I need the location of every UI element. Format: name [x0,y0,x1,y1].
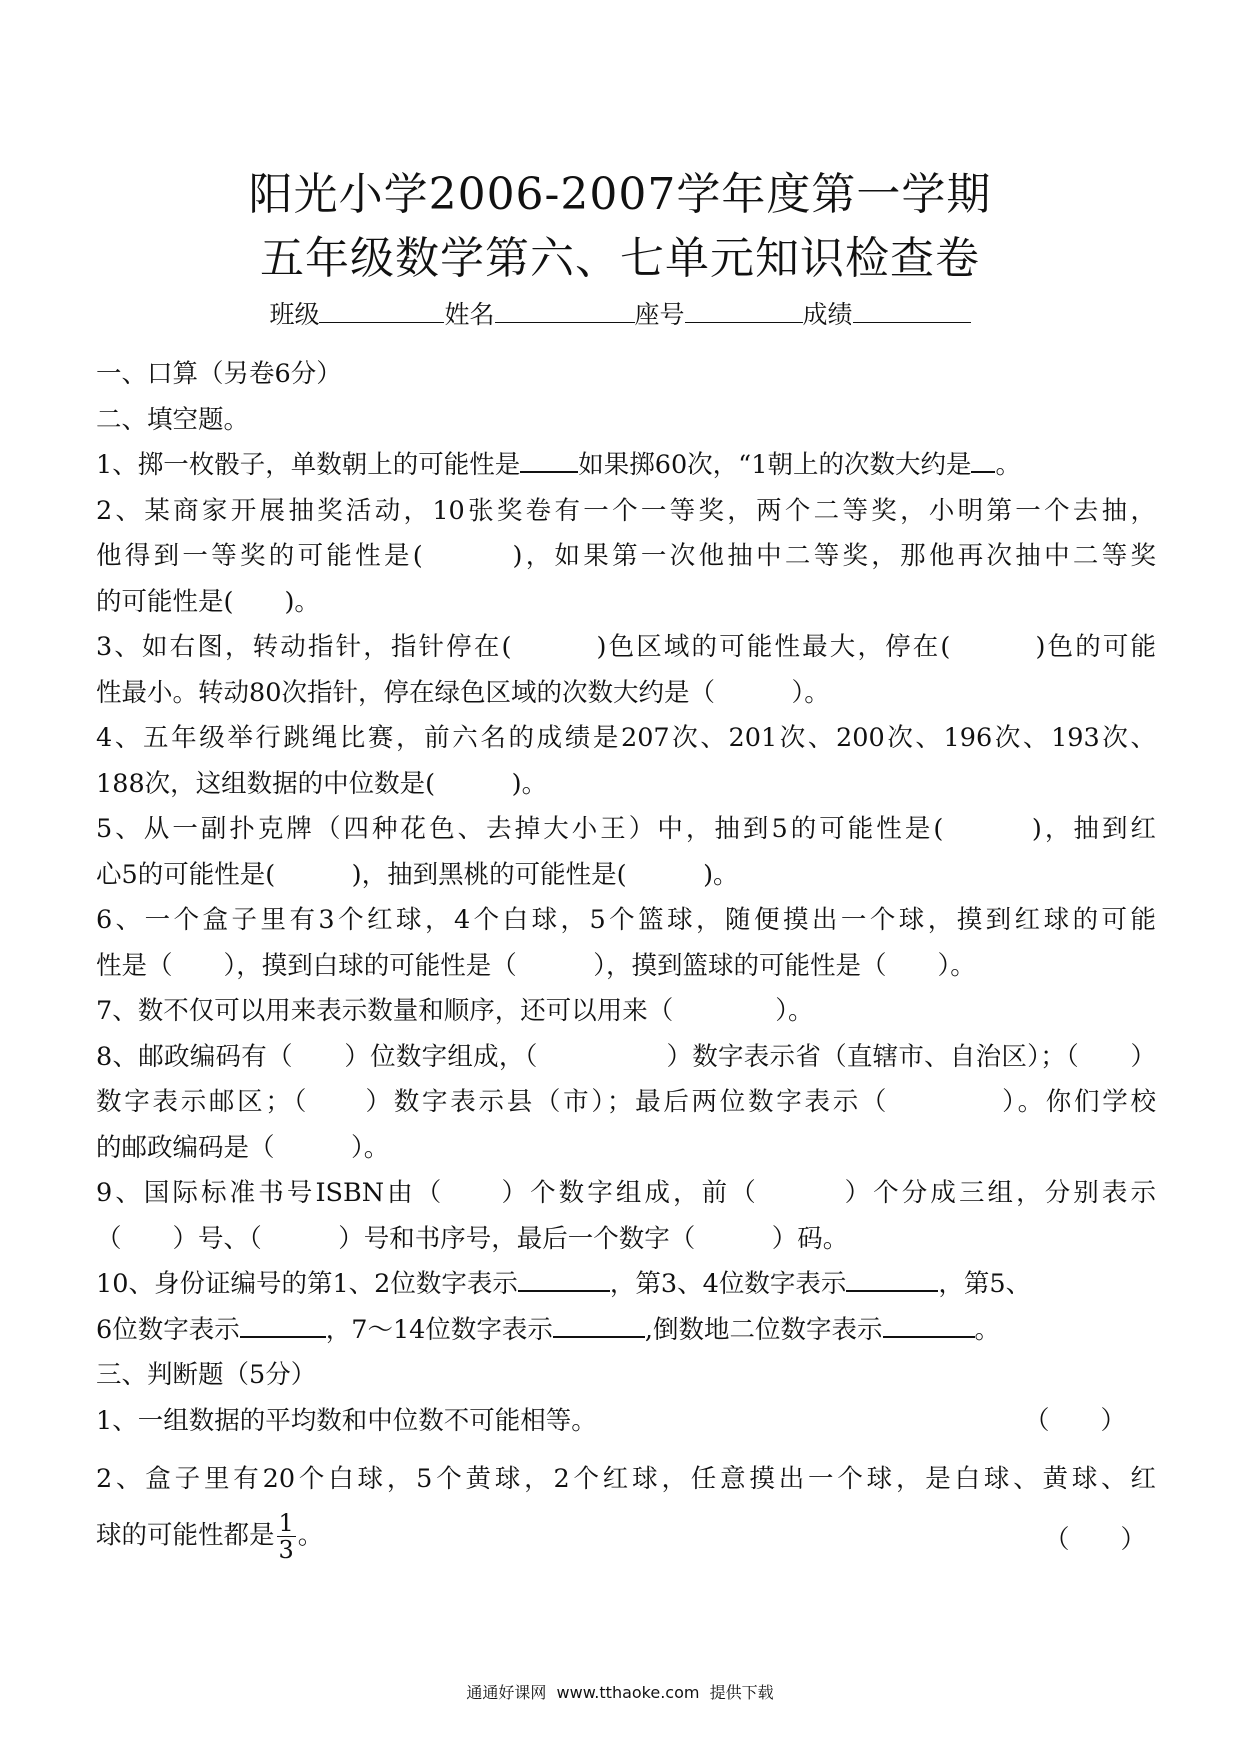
title-line-1: 阳光小学2006-2007学年度第一学期 [248,169,992,220]
fill-question-8-line-1: 8、邮政编码有（ ）位数字组成，（ ）数字表示省（直辖市、自治区）；（ ） [96,1041,1156,1072]
section-judge: 三、判断题（5分） [96,1360,317,1390]
fill-question-2-line-1: 2、某商家开展抽奖活动，10张奖卷有一个一等奖，两个二等奖，小明第一个去抽， [96,495,1156,526]
student-info-line [0,295,1240,331]
fill-question-2-line-3: 的可能性是( )。 [96,586,320,617]
score-label: 成绩 [802,300,853,329]
fill-question-6-line-1: 6、一个盒子里有3个红球，4个白球，5个篮球，随便摸出一个球，摸到红球的可能 [96,905,1156,935]
fill-question-2-line-2: 他得到一等奖的可能性是( )，如果第一次他抽中二等奖，那他再次抽中二等奖 [96,541,1156,571]
seat-label: 座号 [634,300,685,329]
title-line-2: 五年级数学第六、七单元知识检查卷 [260,233,980,284]
section-fill-blank: 二、填空题。 [96,404,250,435]
fill-question-4-line-2: 188次，这组数据的中位数是( )。 [96,768,548,799]
fill-question-8-line-3: 的邮政编码是（ ）。 [96,1132,390,1163]
name-field[interactable] [495,300,635,323]
section-oral: 一、口算（另卷6分） [96,359,342,389]
fill-question-9-line-1: 9、国际标准书号ISBN由（ ）个数字组成，前（ ）个分成三组，分别表示 [96,1178,1156,1208]
answer-blank[interactable] [240,1316,326,1338]
score-field[interactable] [853,300,971,323]
fill-question-1: 1、掷一枚骰子，单数朝上的可能性是 如果掷60次，“1朝上的次数大约是 。 [96,450,1021,480]
fill-question-10-line-2: 6位数字表示 ，7～14位数字表示 ,倒数地二位数字表示 。 [96,1314,1001,1345]
fill-question-3-line-1: 3、如右图，转动指针，指针停在( )色区域的可能性最大，停在( )色的可能 [96,632,1156,662]
name-label: 姓名 [444,300,495,329]
exam-body [96,352,1156,1570]
fill-question-9-line-2: （ ）号、（ ）号和书序号，最后一个数字（ ）码。 [96,1223,849,1254]
answer-blank[interactable] [518,1270,610,1292]
seat-field[interactable] [685,300,803,323]
fill-question-3-line-2: 性最小。转动80次指针，停在绿色区域的次数大约是（ ）。 [96,677,830,708]
judge-question-2-line-1: 2、盒子里有20个白球，5个黄球，2个红球，任意摸出一个球，是白球、黄球、红 [96,1463,1156,1494]
fill-question-4-line-1: 4、五年级举行跳绳比赛，前六名的成绩是207次、201次、200次、196次、193次、 [96,723,1156,753]
answer-blank[interactable] [520,451,578,473]
answer-blank[interactable] [971,451,995,473]
judge-question-2-line-2: 球的可能性都是 $\frac{1}{3}$ 。 （ ） [96,1509,1146,1564]
class-label: 班级 [269,300,320,329]
class-field[interactable] [319,300,444,323]
fill-question-6-line-2: 性是（ ），摸到白球的可能性是（ ），摸到篮球的可能性是（ ）。 [96,950,976,981]
fill-question-5-line-2: 心5的可能性是( )，抽到黑桃的可能性是( )。 [96,859,739,890]
fill-question-10-line-1: 10、身份证编号的第1、2位数字表示 ，第3、4位数字表示 ，第5、 [96,1269,1032,1299]
fraction-one-third: $\frac{1}{3}$ [278,1509,294,1564]
answer-blank[interactable] [846,1270,938,1292]
judge-answer-paren[interactable]: （ ） [1043,1525,1146,1555]
judge-question-1: 1、一组数据的平均数和中位数不可能相等。 （ ） [96,1399,1156,1449]
judge-answer-paren[interactable]: （ ） [1023,1405,1126,1436]
fill-question-5-line-1: 5、从一副扑克牌（四种花色、去掉大小王）中，抽到5的可能性是( )，抽到红 [96,814,1156,844]
answer-blank[interactable] [883,1316,975,1338]
footer-credit: 通通好课网 www.tthaoke.com 提供下载 [466,1683,774,1702]
fill-question-8-line-2: 数字表示邮区；（ ）数字表示县（市）；最后两位数字表示（ ）。你们学校 [96,1087,1156,1117]
answer-blank[interactable] [553,1316,645,1338]
fill-question-7: 7、数不仅可以用来表示数量和顺序，还可以用来（ ）。 [96,996,814,1026]
